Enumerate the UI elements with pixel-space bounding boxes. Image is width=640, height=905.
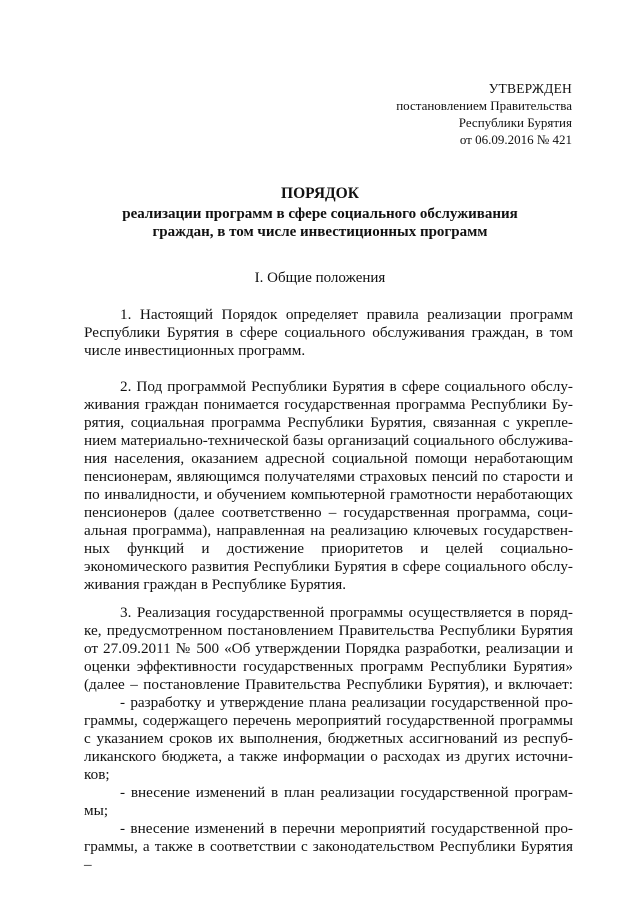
approval-stamp (396, 80, 572, 148)
title-subtitle-line: реализации программ в сфере социального обслуживания (122, 206, 518, 222)
paragraph-line: живания граждан в Республике Бурятия. (84, 576, 347, 593)
approval-heading: УТВЕРЖДЕН (488, 81, 572, 96)
list-item-line: - разработку и утверждение плана реализации государственной про- (120, 694, 573, 711)
paragraph-2 (84, 378, 573, 594)
paragraph-line: пенсионеров (далее соответственно – государственная программа, соци- (84, 504, 573, 521)
paragraph-line: пенсионерам, являющимся получателями страховых пенсий по старости и (84, 468, 573, 485)
paragraph-line: 1. Настоящий Порядок определяет правила реализации программ (120, 306, 573, 323)
list-item-line: мы; (84, 802, 109, 819)
document-title (0, 185, 640, 241)
paragraph-line: ке, предусмотренном постановлением Правительства Республики Бурятия (84, 622, 573, 639)
paragraph-line: живания граждан понимается государственная программа Республики Бу- (84, 396, 573, 413)
list-item-line: с указанием сроков их выполнения, бюджетных ассигнований из респуб- (84, 730, 573, 747)
paragraph-line: нием материально-технической базы организаций социального обслужива- (84, 432, 573, 449)
list-item-line: - внесение изменений в перечни мероприятий государственной про- (120, 820, 573, 837)
paragraph-line: от 27.09.2011 № 500 «Об утверждении Порядка разработки, реализации и (84, 640, 573, 657)
paragraph-line: ных функций и достижение приоритетов и целей социально- (84, 540, 573, 557)
paragraph-line: Республики Бурятия в сфере социального обслуживания граждан, в том (84, 324, 573, 341)
paragraph-line: 2. Под программой Республики Бурятия в сфере социального обслу- (120, 378, 573, 395)
list-item-line: граммы, а также в соответствии с законодательством Республики Бурятия – (84, 838, 573, 873)
paragraph-line: экономического развития Республики Бурятия в сфере социального обслу- (84, 558, 573, 575)
paragraph-line: 3. Реализация государственной программы осуществляется в поряд- (120, 604, 573, 621)
paragraph-line: альная программа), направленная на реализацию ключевых государствен- (84, 522, 573, 539)
paragraph-line: ния населения, оказанием адресной социальной помощи неработающим (84, 450, 573, 467)
approval-line: постановлением Правительства (396, 98, 572, 113)
approval-line: Республики Бурятия (458, 115, 572, 130)
paragraph-line: оценки эффективности государственных программ Республики Бурятия» (84, 658, 573, 675)
title-main: ПОРЯДОК (281, 185, 359, 202)
list-item-line: ликанского бюджета, а также информации о расходах из других источни- (84, 748, 573, 765)
paragraph-line: (далее – постановление Правительства Республики Бурятия), и включает: (84, 676, 573, 693)
title-subtitle-line: граждан, в том числе инвестиционных программ (152, 224, 488, 240)
section-heading: I. Общие положения (254, 270, 386, 286)
paragraph-line: по инвалидности, и обучением компьютерной грамотности неработающих (84, 486, 573, 503)
paragraph-line: числе инвестиционных программ. (84, 342, 306, 359)
list-item-line: - внесение изменений в план реализации государственной програм- (120, 784, 573, 801)
list-item-line: ков; (84, 766, 110, 783)
paragraph-1 (84, 306, 573, 360)
paragraph-3 (84, 604, 573, 874)
paragraph-line: рятия, социальная программа Республики Бурятия, связанная с укрепле- (84, 414, 573, 431)
list-item-line: граммы, содержащего перечень мероприятий государственной программы (84, 712, 573, 729)
approval-date-number: от 06.09.2016 № 421 (459, 132, 572, 147)
